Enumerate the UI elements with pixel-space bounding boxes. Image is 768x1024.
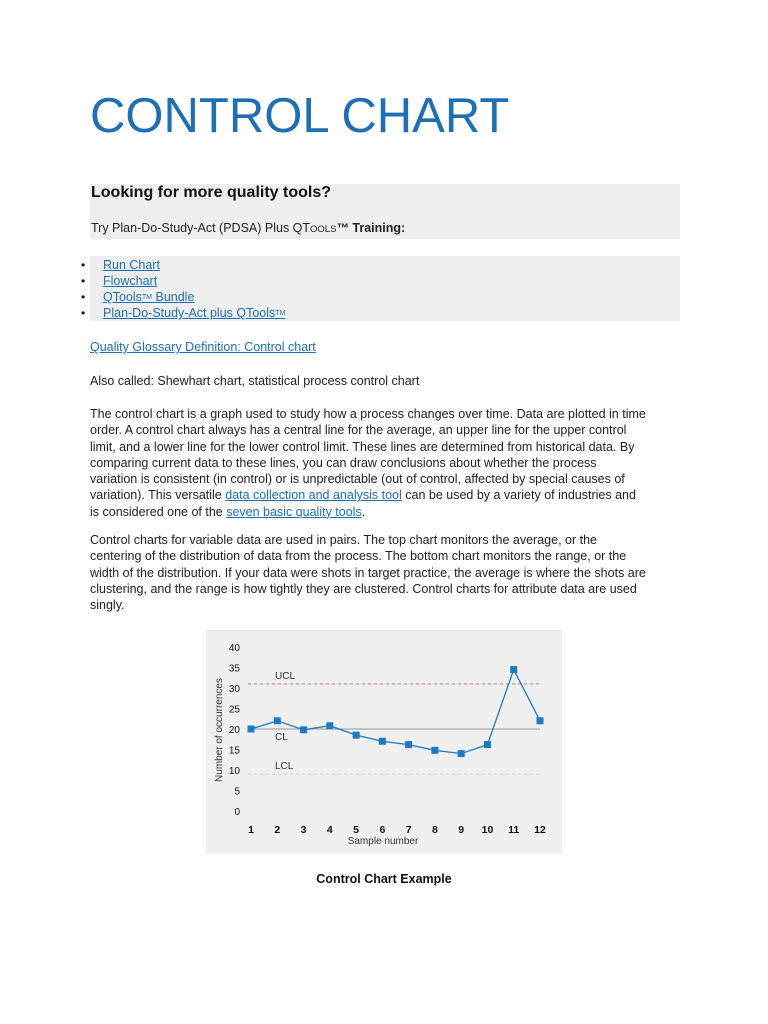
list-item: • Plan-Do-Study-Act plus QTools™	[81, 306, 286, 320]
promo-box	[90, 184, 680, 239]
description-paragraph: The control chart is a graph used to study how a process changes over time. Data are plotted in time order. A control chart always has a central line for the average, an upper line for the upper control limit, and a lower line for the lower control limit. These lines are determined from historical data. By comparing current data to these lines, you can draw conclusions about whether the process variation is consistent (in control) or is unpredictable (out of control, affected by special causes of variation). This versatile data collection and analysis tool can be used by a variety of industries and is considered one of the seven basic quality tools.	[90, 407, 646, 519]
list-item: • QTools™ Bundle	[81, 290, 195, 304]
y-axis-label: Number of occurrences	[214, 678, 225, 782]
y-tick-label: 10	[228, 766, 240, 777]
x-tick-label: 1	[248, 824, 254, 836]
seven-basic-tools-link[interactable]: seven basic quality tools	[226, 504, 362, 519]
flowchart-link[interactable]: Flowchart	[103, 274, 158, 288]
qtools-bundle-link[interactable]: QTools™ Bundle	[103, 290, 195, 304]
glossary-link[interactable]: Quality Glossary Definition: Control chart	[90, 340, 316, 354]
x-axis-label: Sample number	[347, 836, 419, 847]
chart-panel	[206, 630, 562, 854]
pairs-paragraph: Control charts for variable data are used in pairs. The top chart monitors the average, or the centering of the distribution of data from the process. The bottom chart monitors the range, or the width of the distribution. If your data were shots in target practice, the average is where the shots are clustering, and the range is how tightly they are clustered. Control charts for attribute data are used singly.	[90, 533, 646, 613]
x-tick-label: 2	[274, 824, 281, 836]
run-chart-link[interactable]: Run Chart	[103, 258, 160, 272]
x-tick-label: 6	[379, 824, 386, 836]
list-item: • Run Chart	[81, 258, 160, 272]
reference-label-cl: CL	[275, 732, 288, 743]
data-collection-tool-link[interactable]: data collection and analysis tool	[225, 488, 402, 503]
x-tick-label: 8	[431, 824, 438, 836]
x-tick-label: 5	[353, 824, 360, 836]
related-links-list	[81, 257, 286, 321]
y-tick-label: 30	[228, 684, 240, 695]
x-tick-label: 10	[481, 824, 494, 836]
reference-label-lcl: LCL	[275, 761, 294, 773]
reference-label-ucl: UCL	[275, 670, 296, 682]
x-tick-label: 4	[326, 824, 333, 836]
y-tick-label: 20	[228, 725, 240, 736]
y-tick-label: 0	[234, 807, 240, 818]
promo-subtext: Try Plan-Do-Study-Act (PDSA) Plus QTOOLS™ Training:	[91, 221, 406, 235]
y-tick-label: 35	[228, 663, 240, 675]
x-tick-label: 7	[405, 824, 412, 836]
y-tick-label: 25	[228, 704, 240, 716]
also-called: Also called: Shewhart chart, statistical process control chart	[90, 374, 420, 388]
y-tick-label: 5	[234, 786, 240, 798]
x-tick-label: 11	[508, 824, 520, 836]
list-item: • Flowchart	[81, 274, 158, 288]
x-tick-label: 3	[300, 824, 307, 836]
y-tick-label: 15	[228, 745, 240, 757]
x-tick-label: 12	[534, 824, 546, 836]
x-tick-label: 9	[458, 824, 465, 836]
promo-heading: Looking for more quality tools?	[91, 184, 331, 201]
glossary-paragraph	[90, 339, 690, 355]
pdsa-qtools-link[interactable]: Plan-Do-Study-Act plus QTools™	[103, 306, 286, 320]
page-title: CONTROL CHART	[90, 89, 510, 143]
chart-caption: Control Chart Example	[316, 872, 452, 886]
related-links-box	[81, 256, 680, 321]
y-tick-label: 40	[228, 643, 240, 654]
